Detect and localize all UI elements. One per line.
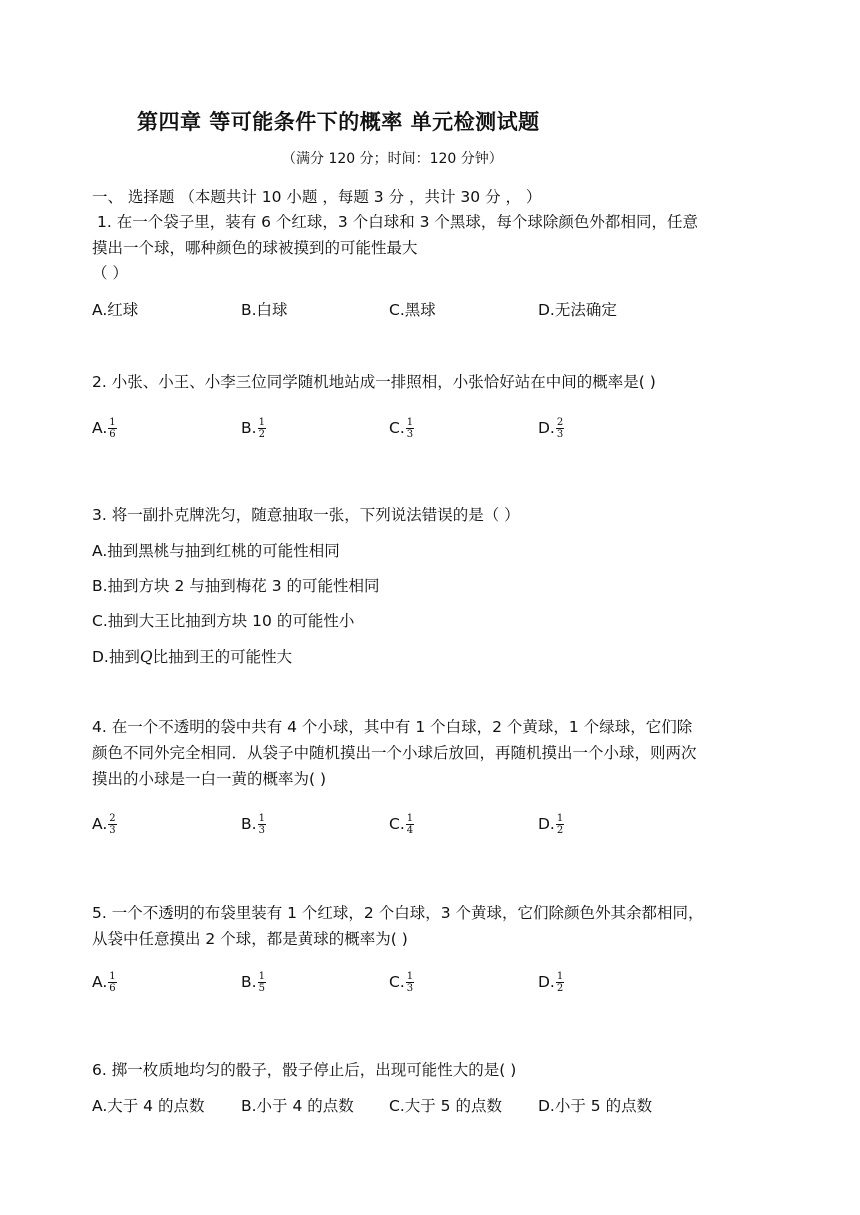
question-text-line: 4. 在一个不透明的袋中共有 4 个小球，其中有 1 个白球，2 个黄球，1 个绿球，它们除	[92, 718, 693, 736]
fraction: $\frac{1}{3}$	[406, 971, 414, 994]
fraction: $\frac{1}{6}$	[109, 971, 116, 994]
option-b[interactable]	[241, 971, 266, 994]
question-text-line: 颜色不同外完全相同．从袋子中随机摸出一个小球后放回，再随机摸出一个小球，则两次	[92, 744, 697, 762]
page-subtitle: （满分 120 分；时间：120 分钟）	[282, 151, 503, 167]
section-header: 一、 选择题 （本题共计 10 小题 ，每题 3 分 ，共计 30 分 ， ）	[92, 188, 542, 206]
option-label: B.	[241, 973, 257, 991]
option-b[interactable]: B.抽到方块 2 与抽到梅花 3 的可能性相同	[92, 577, 380, 595]
option-label: D.	[538, 419, 555, 437]
option-label: 比抽到王的可能性大	[152, 648, 293, 666]
question-text-line: 6. 掷一枚质地均匀的骰子，骰子停止后，出现可能性大的是( )	[92, 1061, 517, 1079]
option-a[interactable]	[92, 971, 117, 994]
fraction: $\frac{1}{5}$	[258, 971, 265, 994]
option-c[interactable]: C.大于 5 的点数	[389, 1097, 502, 1115]
option-c[interactable]	[389, 417, 414, 440]
option-label: D.	[538, 973, 555, 991]
option-label: B.	[241, 419, 257, 437]
option-a[interactable]: A.红球	[92, 301, 139, 319]
option-label: D.抽到	[92, 648, 140, 666]
option-a[interactable]	[92, 813, 117, 836]
question-text-line: 3. 将一副扑克牌洗匀，随意抽取一张，下列说法错误的是（ ）	[92, 506, 520, 524]
option-label: A.	[92, 419, 108, 437]
question-text-line: 5. 一个不透明的布袋里装有 1 个红球，2 个白球，3 个黄球，它们除颜色外其余都相同，	[92, 904, 704, 922]
question-text-line: 从袋中任意摸出 2 个球，都是黄球的概率为( )	[92, 930, 408, 948]
fraction: $\frac{1}{6}$	[109, 417, 116, 440]
page-title: 第四章 等可能条件下的概率 单元检测试题	[137, 110, 540, 134]
fraction: $\frac{1}{2}$	[556, 813, 564, 836]
option-d[interactable]: D.无法确定	[538, 301, 617, 319]
option-d[interactable]	[538, 417, 564, 440]
question-text-line: 摸出的小球是一白一黄的概率为( )	[92, 770, 327, 788]
option-label: C.	[389, 419, 405, 437]
option-a[interactable]: A.抽到黑桃与抽到红桃的可能性相同	[92, 542, 340, 560]
question-text-line: 1. 在一个袋子里，装有 6 个红球，3 个白球和 3 个黑球，每个球除颜色外都相同，任意	[97, 213, 698, 231]
option-b[interactable]: B.白球	[241, 301, 288, 319]
fraction: $\frac{1}{4}$	[406, 813, 414, 836]
math-variable: Q	[139, 648, 153, 666]
option-d[interactable]	[92, 645, 292, 667]
option-label: B.	[241, 815, 257, 833]
option-c[interactable]: C.抽到大王比抽到方块 10 的可能性小	[92, 612, 355, 630]
question-text-line: 摸出一个球，哪种颜色的球被摸到的可能性最大	[92, 239, 418, 257]
option-d[interactable]: D.小于 5 的点数	[538, 1097, 653, 1115]
fraction: $\frac{1}{3}$	[406, 417, 414, 440]
option-b[interactable]	[241, 417, 266, 440]
fraction: $\frac{2}{3}$	[556, 417, 564, 440]
option-label: D.	[538, 815, 555, 833]
fraction: $\frac{2}{3}$	[109, 813, 116, 836]
fraction: $\frac{1}{2}$	[258, 417, 265, 440]
option-b[interactable]	[241, 813, 266, 836]
question-text-line: 2. 小张、小王、小李三位同学随机地站成一排照相，小张恰好站在中间的概率是( )	[92, 373, 656, 391]
option-b[interactable]: B.小于 4 的点数	[241, 1097, 354, 1115]
fraction: $\frac{1}{2}$	[556, 971, 564, 994]
option-d[interactable]	[538, 971, 564, 994]
option-label: A.	[92, 815, 108, 833]
fraction: $\frac{1}{3}$	[258, 813, 265, 836]
option-a[interactable]	[92, 417, 117, 440]
option-c[interactable]	[389, 971, 414, 994]
answer-blank: （ ）	[92, 264, 128, 282]
option-c[interactable]: C.黑球	[389, 301, 436, 319]
option-d[interactable]	[538, 813, 564, 836]
option-label: C.	[389, 815, 405, 833]
option-label: A.	[92, 973, 108, 991]
option-label: C.	[389, 973, 405, 991]
option-a[interactable]: A.大于 4 的点数	[92, 1097, 205, 1115]
option-c[interactable]	[389, 813, 414, 836]
